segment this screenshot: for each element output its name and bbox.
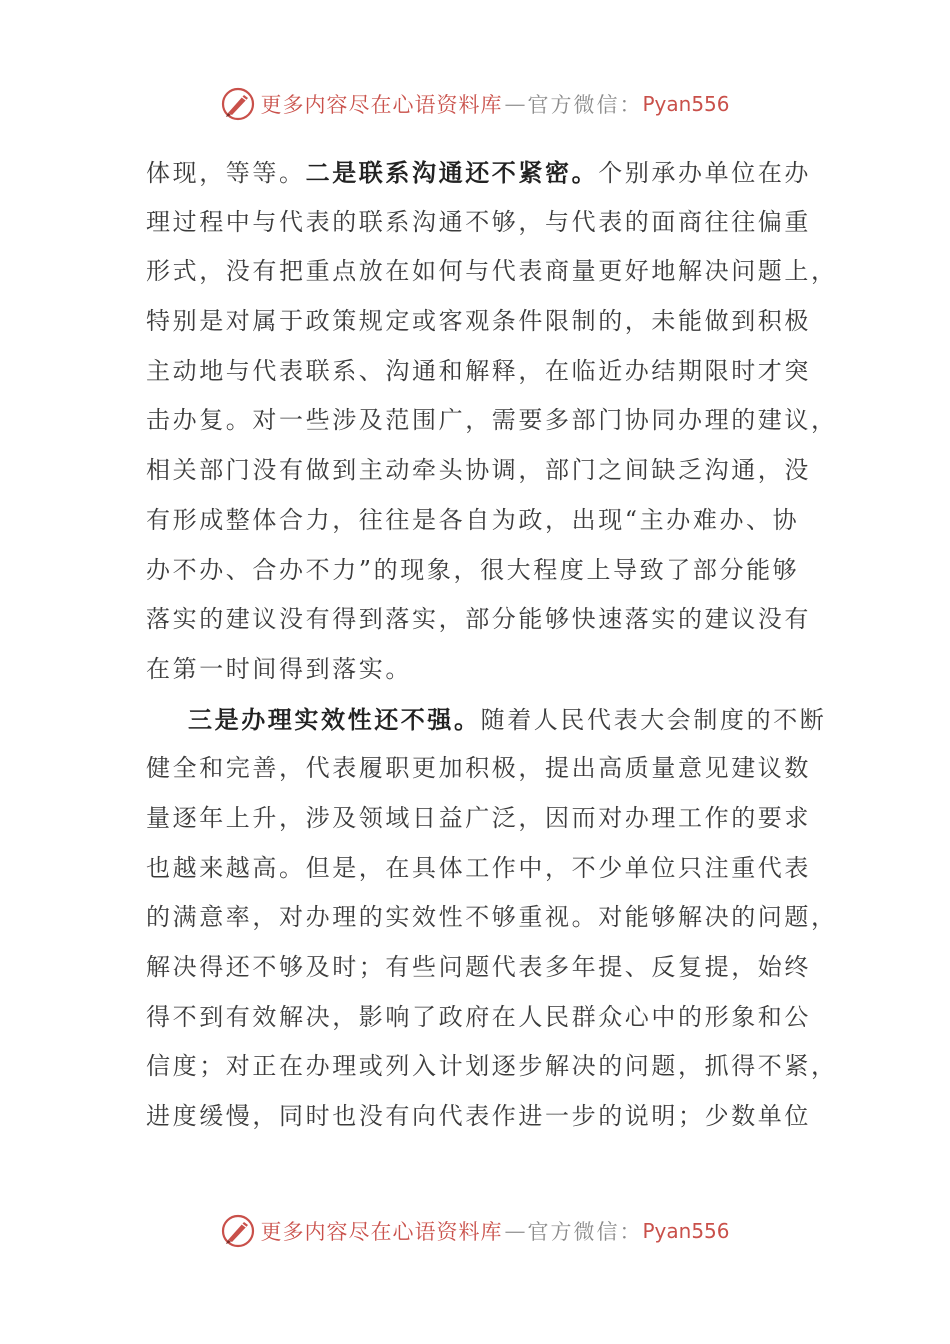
document-body xyxy=(146,148,838,1142)
text-run: 健全和完善，代表履职更加积极，提出高质量意见建议数 xyxy=(146,754,811,783)
text-line xyxy=(146,744,811,794)
text-run: 解决得还不够及时；有些问题代表多年提、反复提，始终 xyxy=(146,953,811,981)
text-run: 个别承办单位在办 xyxy=(598,159,812,187)
text-run: 信度；对正在办理或列入计划逐步解决的问题，抓得不紧， xyxy=(146,1052,838,1081)
text-line xyxy=(146,943,811,993)
text-run: 主动地与代表联系、沟通和解释，在临近办结期限时才突 xyxy=(146,356,811,385)
banner-wechat-id: Pyan556 xyxy=(642,1219,730,1243)
text-run: 量逐年上升，涉及领域日益广泛，因而对办理工作的要求 xyxy=(146,803,811,832)
text-run: 相关部门没有做到主动牵头协调，部门之间缺乏沟通，没 xyxy=(146,456,811,485)
text-run: 体现，等等。 xyxy=(146,159,306,187)
text-run: 的满意率，对办理的实效性不够重视。对能够解决的问题， xyxy=(146,903,838,932)
text-line xyxy=(146,297,811,347)
text-line xyxy=(146,396,838,446)
text-line xyxy=(146,595,811,645)
banner-dash: — xyxy=(504,92,526,116)
text-line xyxy=(146,198,811,248)
text-line xyxy=(146,496,806,546)
banner-dash: — xyxy=(504,1219,526,1243)
footer-banner xyxy=(0,1211,950,1251)
banner-wechat-label: 官方微信： xyxy=(527,1220,643,1244)
text-line xyxy=(146,645,806,695)
text-line xyxy=(146,844,811,894)
text-line xyxy=(146,546,806,596)
banner-slogan: 更多内容尽在心语资料库 xyxy=(260,93,503,117)
text-line xyxy=(146,148,812,198)
text-run: 击办复。对一些涉及范围广，需要多部门协同办理的建议， xyxy=(146,406,838,435)
text-line xyxy=(146,695,827,745)
banner-wechat-label: 官方微信： xyxy=(527,93,643,117)
heading-phrase: 二是联系沟通还不紧密。 xyxy=(305,158,599,187)
pen-logo-icon xyxy=(220,86,256,122)
heading-phrase: 三是办理实效性还不强。 xyxy=(188,704,481,734)
text-line xyxy=(146,347,811,397)
text-run: 落实的建议没有得到落实，部分能够快速落实的建议没有 xyxy=(146,605,811,634)
text-run: 进度缓慢，同时也没有向代表作进一步的说明；少数单位 xyxy=(146,1102,811,1131)
text-line xyxy=(146,1092,811,1142)
header-banner xyxy=(0,84,950,124)
text-run: 有形成整体合力，往往是各自为政，出现“主办难办、协 xyxy=(146,505,800,534)
text-run: 得不到有效解决，影响了政府在人民群众心中的形象和公 xyxy=(146,1002,811,1031)
text-run: 理过程中与代表的联系沟通不够，与代表的面商往往偏重 xyxy=(146,207,811,236)
text-line xyxy=(146,993,811,1043)
text-run: 特别是对属于政策规定或客观条件限制的，未能做到积极 xyxy=(146,307,811,336)
banner-wechat-id: Pyan556 xyxy=(642,92,730,116)
text-run: 在第一时间得到落实。 xyxy=(146,654,412,683)
text-line xyxy=(146,1042,838,1092)
text-line xyxy=(146,446,811,496)
pen-logo-icon xyxy=(220,1213,256,1249)
text-line xyxy=(146,247,838,297)
text-line xyxy=(146,794,811,844)
text-run: 办不办、合办不力”的现象，很大程度上导致了部分能够 xyxy=(146,555,800,584)
text-run: 随着人民代表大会制度的不断 xyxy=(480,705,827,734)
banner-slogan: 更多内容尽在心语资料库 xyxy=(260,1220,503,1244)
text-line xyxy=(146,893,838,943)
text-run: 形式，没有把重点放在如何与代表商量更好地解决问题上， xyxy=(146,257,838,286)
text-run: 也越来越高。但是，在具体工作中，不少单位只注重代表 xyxy=(146,853,811,882)
